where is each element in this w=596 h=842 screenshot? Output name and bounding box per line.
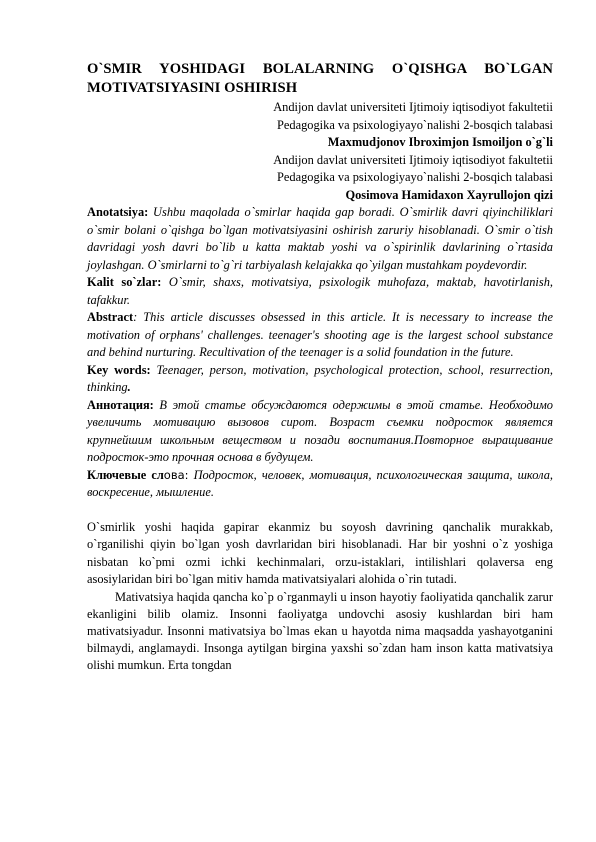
annotation-uz-label: Anotatsiya: <box>87 205 149 219</box>
annotation-uz <box>87 204 553 274</box>
annotation-ru-text: В этой статье обсуждаются одержимы в этой статье. Необходимо увеличить мотивацию вызовов сирот. Возраст съемки подросток является крупнейшим школьным веществом и позади воспитания.Повторное выращивание подросток-это прочная основа в будущем. <box>87 397 553 464</box>
body-paragraph: Mativatsiya haqida qancha ko`p o`rganmayli u inson hayotiy faoliyatida qanchalik zarur ekanligini bilib olamiz. Insonni faoliyatga undovchi asosiy kushlardan biri ham mativatsiyadur. Insonni mativatsiya bo`lmas ekan u hayotda nima maqsadda yashayotganini bilmaydi, anglamaydi. Insonga aytilgan birgina yaxshi so`zdan ham inson katta mativatsiya olishi mumkun. Erta tongdan <box>87 589 553 673</box>
annotation-ru-label: Аннотация: <box>87 397 154 412</box>
paper-title: O`SMIR YOSHIDAGI BOLALARNING O`QISHGA BO`LGAN MOTIVATSIYASINI OSHIRISH <box>87 61 553 96</box>
keywords-ru-text: Подросток, человек, мотивация, психологическая защита, школа, воскресение, мышление. <box>87 467 553 499</box>
keywords-en <box>87 362 553 397</box>
keywords-en-text: Teenager, person, motivation, psychological protection, school, resurrection, thinking <box>87 362 553 394</box>
keywords-uz <box>87 274 553 309</box>
abstract-en-label: Abstract <box>87 310 134 324</box>
affiliation-line: Pedagogika va psixologiyayo`nalishi 2-bosqich talabasi <box>277 170 553 184</box>
annotation-uz-text: Ushbu maqolada o`smirlar haqida gap boradi. O`smirlik davri qiyinchiliklari o`smir bolani o`qishga bo`lgan motivatsiyasini oshirish zaruriy hisoblanadi. O`smir o`tish davridagi yosh davri bo`lib u katta maktab yoshi va o`spirinlik davlarining o`rtasida joylashgan. O`smirlarni to`g`ri tarbiyalash kelajakka qo`yilgan mustahkam poydevordir. <box>87 205 553 272</box>
keywords-uz-label: Kalit so`zlar: <box>87 275 162 289</box>
body-paragraph: O`smirlik yoshi haqida gapirar ekanmiz bu soyosh davrining qanchalik murakkab, o`rganilishi qiyin bo`lgan yosh davrlaridan biri hisoblanadi. Har bir yoshni o`z yoshiga nisbatan ko`pmi ozmi ichki kechinmalari, orzu-istaklari, intilishlari qolaversa eng asosiylaridan biri bo`lgan mitiv hamda mativatsiyalari alohida o`rin tutadi. <box>87 519 553 586</box>
affiliation-line: Pedagogika va psixologiyayo`nalishi 2-bosqich talabasi <box>277 117 553 132</box>
abstract-en <box>87 309 553 362</box>
keywords-ru <box>87 467 553 502</box>
section-gap <box>87 502 553 519</box>
abstract-en-text: : This article discusses obsessed in this article. It is necessary to increase the motivation of orphans' challenges. teenager's shooting age is the largest school substance and behind nurturing. Recultivation of the teenager is a solid foundation in the future. <box>87 310 553 359</box>
affiliation-line: Andijon davlat universiteti Ijtimoiy iqtisodiyot fakultetii <box>273 152 553 167</box>
author-affiliations <box>87 99 553 204</box>
author-name: Maxmudjonov Ibroximjon Ismoiljon o`g`li <box>327 135 553 149</box>
author-name: Qosimova Hamidaxon Xayrullojon qizi <box>345 187 553 202</box>
keywords-ru-label: Ключевые сл <box>87 467 164 482</box>
keywords-en-label: Key words: <box>87 362 151 377</box>
keywords-ru-label-tail: ова: <box>163 467 189 482</box>
keywords-en-end: . <box>127 380 131 394</box>
annotation-ru <box>87 397 553 467</box>
keywords-uz-text: O`smir, shaxs, motivatsiya, psixologik muhofaza, maktab, havotirlanish, tafakkur. <box>87 275 553 307</box>
affiliation-line: Andijon davlat universiteti Ijtimoiy iqtisodiyot fakultetii <box>273 100 553 114</box>
